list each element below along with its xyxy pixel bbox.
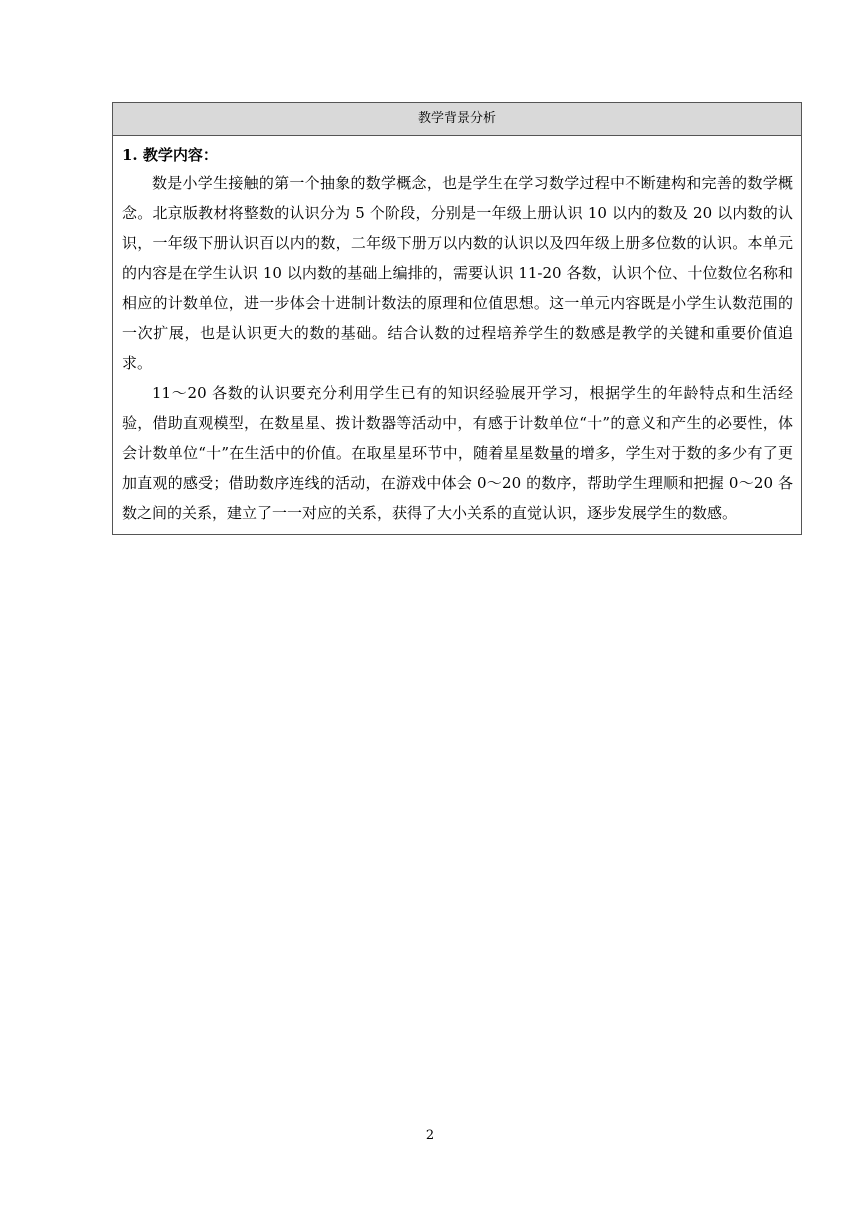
teaching-background-table: [112, 102, 802, 535]
table-header: 教学背景分析: [113, 103, 801, 136]
paragraph: 数是小学生接触的第一个抽象的数学概念，也是学生在学习数学过程中不断建构和完善的数学概念。北京版教材将整数的认识分为 5 个阶段，分别是一年级上册认识 10 以内的数及 20 以内数的认识，一年级下册认识百以内的数，二年级下册万以内数的认识以及四年级上册多位数的认识。本单元的内容是在学生认识 10 以内数的基础上编排的，需要认识 11-20 各数，认识个位、十位数位名称和相应的计数单位，进一步体会十进制计数法的原理和位值思想。这一单元内容既是小学生认数范围的一次扩展，也是认识更大的数的基础。结合认数的过程培养学生的数感是教学的关键和重要价值追求。: [122, 174, 793, 372]
section-heading: 1. 教学内容：: [122, 146, 218, 164]
paragraph: 11～20 各数的认识要充分利用学生已有的知识经验展开学习，根据学生的年龄特点和生活经验，借助直观模型，在数星星、拨计数器等活动中，有感于计数单位“十”的意义和产生的必要性，体会计数单位“十”在生活中的价值。在取星星环节中，随着星星数量的增多，学生对于数的多少有了更加直观的感受；借助数序连线的活动，在游戏中体会 0～20 的数序，帮助学生理顺和把握 0～20 各数之间的关系，建立了一一对应的关系，获得了大小关系的直觉认识，逐步发展学生的数感。: [122, 384, 793, 522]
table-body: [113, 136, 801, 534]
page-number: 2: [425, 1128, 435, 1143]
